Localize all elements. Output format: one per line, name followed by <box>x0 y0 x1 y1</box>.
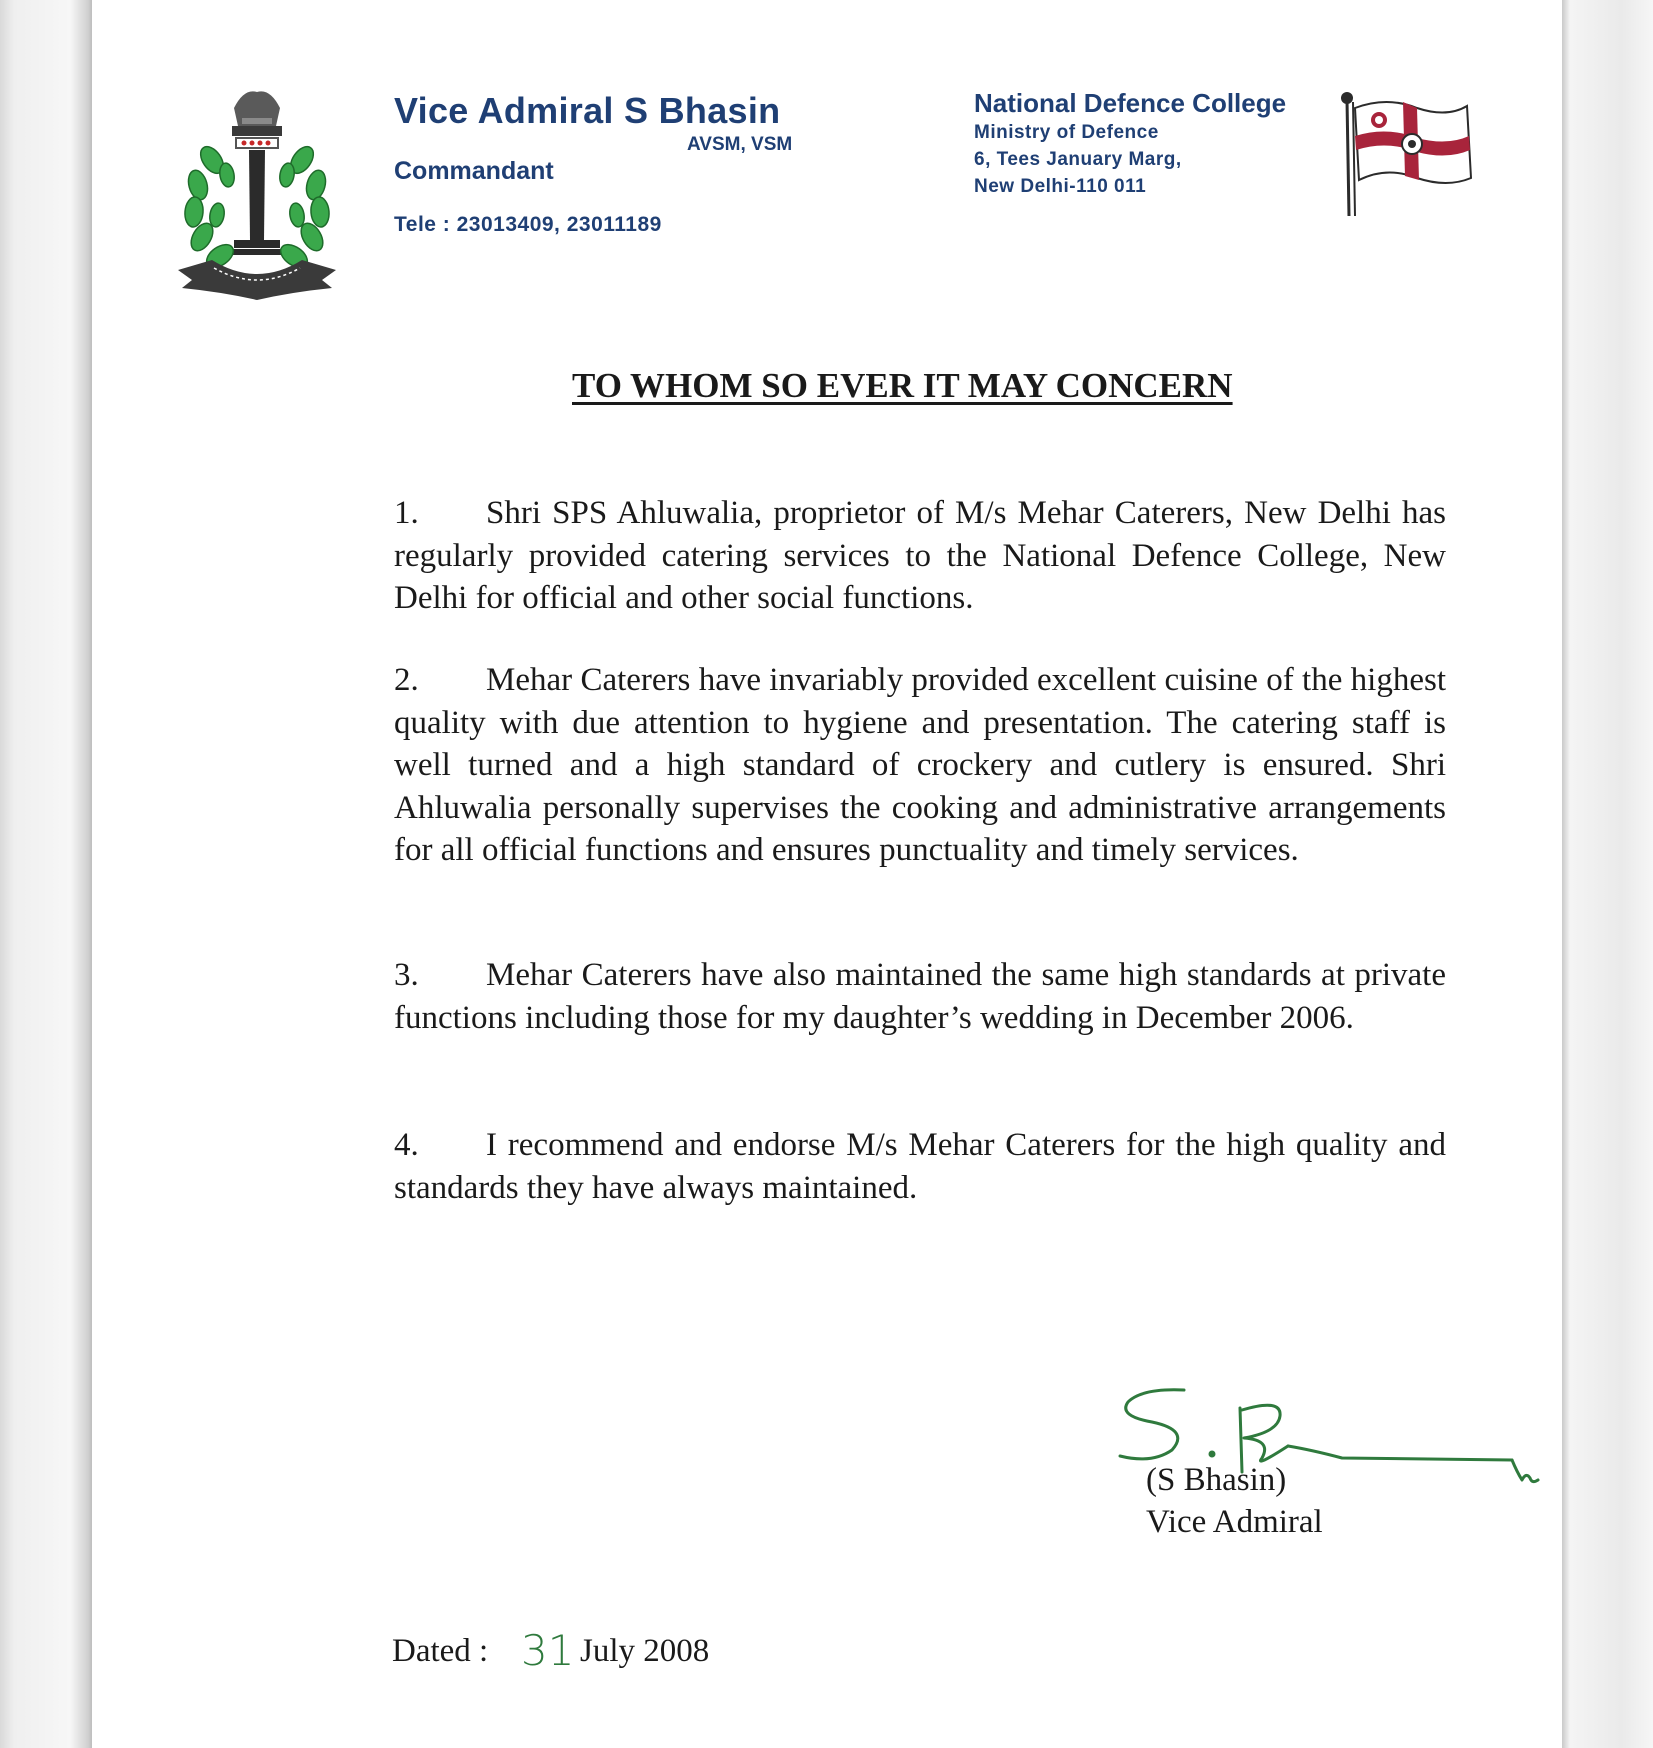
college-flag-icon <box>1337 88 1477 218</box>
signatory-title: Vice Admiral <box>1146 1504 1323 1540</box>
scan-edge-right <box>1562 0 1653 1748</box>
sender-telephone: Tele : 23013409, 23011189 <box>394 213 662 236</box>
date-day-handwritten: 31 <box>521 1626 575 1675</box>
paragraph-text: I recommend and endorse M/s Mehar Caterers for the high quality and standards they have always maintained. <box>394 1127 1446 1206</box>
paragraph-number: 1. <box>394 495 419 531</box>
paragraph-text: Mehar Caterers have invariably provided excellent cuisine of the highest quality with due attention to hygiene and presentation. The catering staff is well turned and a high standard of crockery and cutlery is ensured. Shri Ahluwalia personally supervises the cooking and administrative arrangements for all official functions and ensures punctuality and timely services. <box>394 662 1446 868</box>
organization-address-line2: New Delhi-110 011 <box>974 176 1147 197</box>
paragraph-number: 2. <box>394 662 419 698</box>
date-month-year: July 2008 <box>580 1633 710 1669</box>
paragraph-number: 4. <box>394 1127 419 1163</box>
letter-paragraph <box>394 492 1446 620</box>
date-label: Dated : <box>392 1633 489 1669</box>
letter-paragraph <box>394 659 1446 872</box>
letter-page <box>92 0 1562 1748</box>
national-emblem-icon <box>172 30 342 310</box>
signatory-name: (S Bhasin) <box>1146 1462 1287 1498</box>
organization-ministry: Ministry of Defence <box>974 122 1159 143</box>
scan-edge-left <box>0 0 92 1748</box>
sender-name: Vice Admiral S Bhasin <box>394 90 781 131</box>
sender-awards: AVSM, VSM <box>687 134 793 155</box>
letter-heading: TO WHOM SO EVER IT MAY CONCERN <box>572 366 1233 405</box>
paragraph-number: 3. <box>394 957 419 993</box>
organization-name: National Defence College <box>974 88 1287 118</box>
sender-rank: Commandant <box>394 157 554 185</box>
letter-paragraph <box>394 954 1446 1039</box>
organization-address-line1: 6, Tees January Marg, <box>974 149 1182 170</box>
paragraph-text: Mehar Caterers have also maintained the same high standards at private functions including those for my daughter’s wedding in December 2006. <box>394 957 1446 1036</box>
letter-paragraph <box>394 1124 1446 1209</box>
paragraph-text: Shri SPS Ahluwalia, proprietor of M/s Mehar Caterers, New Delhi has regularly provided catering services to the National Defence College, New Delhi for official and other social functions. <box>394 495 1446 616</box>
